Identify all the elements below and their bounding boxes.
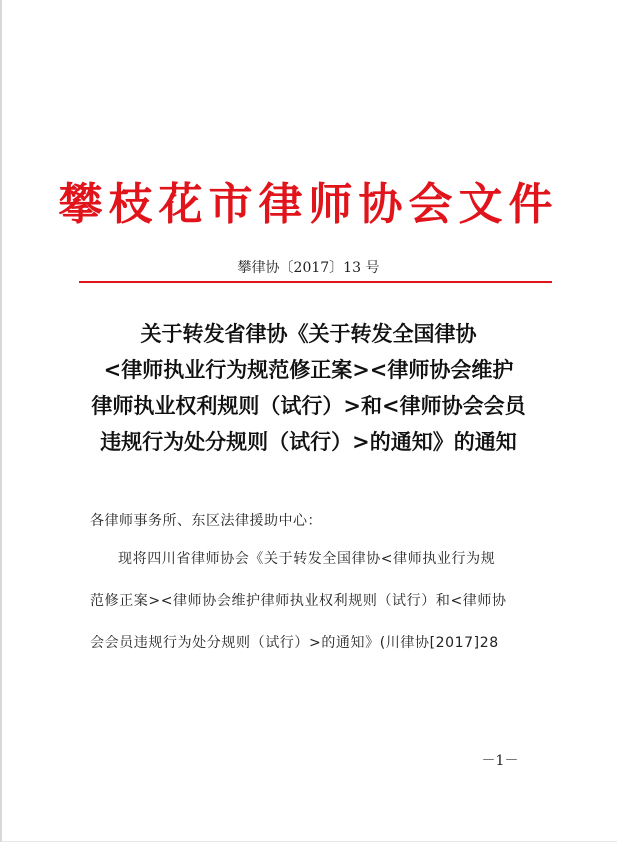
body-line-1: 现将四川省律师协会《关于转发全国律协<律师执业行为规	[118, 551, 496, 567]
page-number: －1－	[481, 753, 519, 769]
title-line-4: 违规行为处分规则（试行）>的通知》的通知	[100, 429, 517, 454]
body-line-2: 范修正案><律师协会维护律师执业权利规则（试行）和<律师协	[90, 593, 507, 609]
document-header-title: 攀枝花市律师协会文件	[58, 179, 559, 230]
title-line-3: 律师执业权利规则（试行）>和<律师协会会员	[91, 393, 526, 418]
document-title	[60, 316, 557, 460]
header-red-divider	[79, 281, 552, 283]
salutation: 各律师事务所、东区法律援助中心：	[90, 513, 322, 529]
title-line-1: 关于转发省律协《关于转发全国律协	[140, 321, 477, 346]
body-line-3: 会会员违规行为处分规则（试行）>的通知》(川律协[2017]28	[90, 635, 499, 651]
title-line-2: <律师执业行为规范修正案><律师协会维护	[103, 357, 514, 382]
document-number: 攀律协〔2017〕13 号	[237, 260, 380, 276]
